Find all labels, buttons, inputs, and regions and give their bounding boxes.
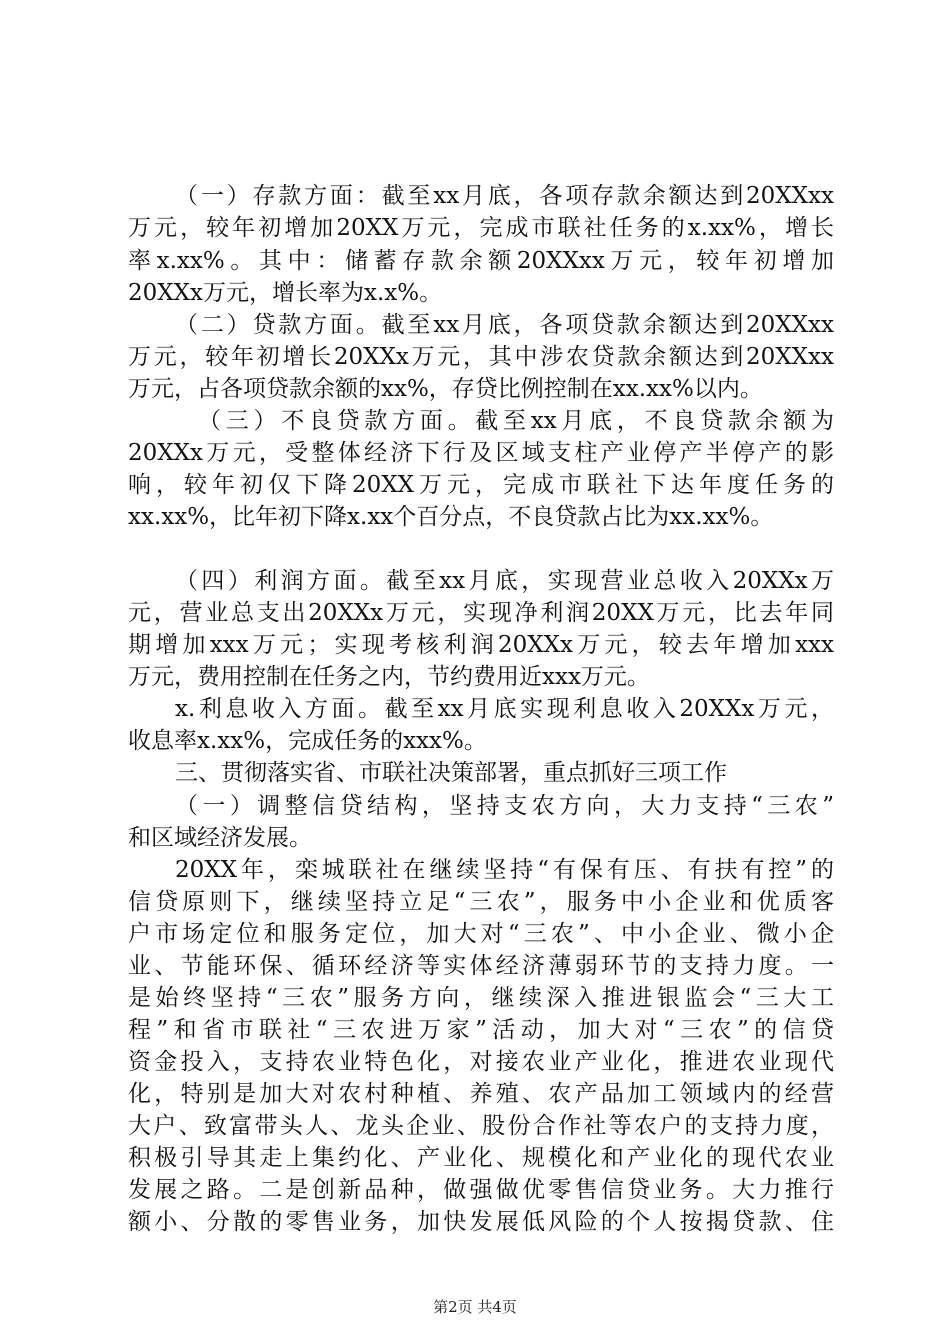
text-line: 大户、致富带头人、龙头企业、股份合作社等农户的支持力度， bbox=[128, 1113, 834, 1139]
text-line: 发展之路。二是创新品种，做强做优零售信贷业务。大力推行 bbox=[128, 1177, 834, 1203]
text-line: 积极引导其走上集约化、产业化、规模化和产业化的现代农业 bbox=[128, 1145, 834, 1171]
text-line: 万元，费用控制在任务之内，节约费用近xxx万元。 bbox=[128, 664, 650, 690]
page-footer: 第2页 共4页 bbox=[433, 1298, 517, 1316]
section-heading: 三、贯彻落实省、市联社决策部署，重点抓好三项工作 bbox=[175, 760, 727, 786]
text-line: 万元，较年初增加20XX万元，完成市联社任务的x.xx%，增长 bbox=[128, 215, 834, 241]
text-line: 20XXx万元，受整体经济下行及区域支柱产业停产半停产的影 bbox=[128, 440, 834, 466]
text-line: （二）贷款方面。截至xx月底，各项贷款余额达到20XXxx bbox=[175, 312, 834, 338]
text-line: 户市场定位和服务定位，加大对“三农”、中小企业、微小企 bbox=[128, 921, 834, 947]
text-line: 元，营业总支出20XXx万元，实现净利润20XX万元，比去年同 bbox=[128, 600, 834, 626]
subsection-heading: （一）调整信贷结构，坚持支农方向，大力支持“三农” bbox=[175, 793, 834, 819]
text-line: 收息率x.xx%，完成任务的xxx%。 bbox=[128, 728, 487, 754]
text-line: （三）不良贷款方面。截至xx月底，不良贷款余额为 bbox=[198, 408, 834, 434]
text-line: x.利息收入方面。截至xx月底实现利息收入20XXx万元， bbox=[175, 696, 834, 722]
text-line: 20XXx万元，增长率为x.x%。 bbox=[128, 280, 443, 306]
text-line: 响，较年初仅下降20XX万元，完成市联社下达年度任务的 bbox=[128, 472, 834, 498]
text-line: 万元，占各项贷款余额的xx%，存贷比例控制在xx.xx%以内。 bbox=[128, 376, 763, 402]
text-line: （一）存款方面：截至xx月底，各项存款余额达到20XXxx bbox=[175, 183, 834, 209]
text-line: 额小、分散的零售业务，加快发展低风险的个人按揭贷款、住 bbox=[128, 1209, 834, 1235]
text-line: 是始终坚持“三农”服务方向，继续深入推进银监会“三大工 bbox=[128, 985, 834, 1011]
text-line: 率x.xx%。其中：储蓄存款余额20XXxx万元，较年初增加 bbox=[128, 248, 834, 274]
text-line: 20XX年，栾城联社在继续坚持“有保有压、有扶有控”的 bbox=[175, 857, 834, 883]
text-line: 程”和省市联社“三农进万家”活动，加大对“三农”的信贷 bbox=[128, 1017, 834, 1043]
text-line: 化，特别是加大对农村种植、养殖、农产品加工领域内的经营 bbox=[128, 1081, 834, 1107]
text-line: 信贷原则下，继续坚持立足“三农”，服务中小企业和优质客 bbox=[128, 889, 834, 915]
text-line: 资金投入，支持农业特色化，对接农业产业化，推进农业现代 bbox=[128, 1049, 834, 1075]
subsection-heading: 和区域经济发展。 bbox=[128, 825, 312, 851]
text-line: xx.xx%，比年初下降x.xx个百分点，不良贷款占比为xx.xx%。 bbox=[128, 504, 774, 530]
text-line: 万元，较年初增长20XXx万元，其中涉农贷款余额达到20XXxx bbox=[128, 344, 834, 370]
text-line: 业、节能环保、循环经济等实体经济薄弱环节的支持力度。一 bbox=[128, 953, 834, 979]
text-line: （四）利润方面。截至xx月底，实现营业总收入20XXx万 bbox=[175, 568, 834, 594]
text-line: 期增加xxx万元；实现考核利润20XXx万元，较去年增加xxx bbox=[128, 632, 834, 658]
